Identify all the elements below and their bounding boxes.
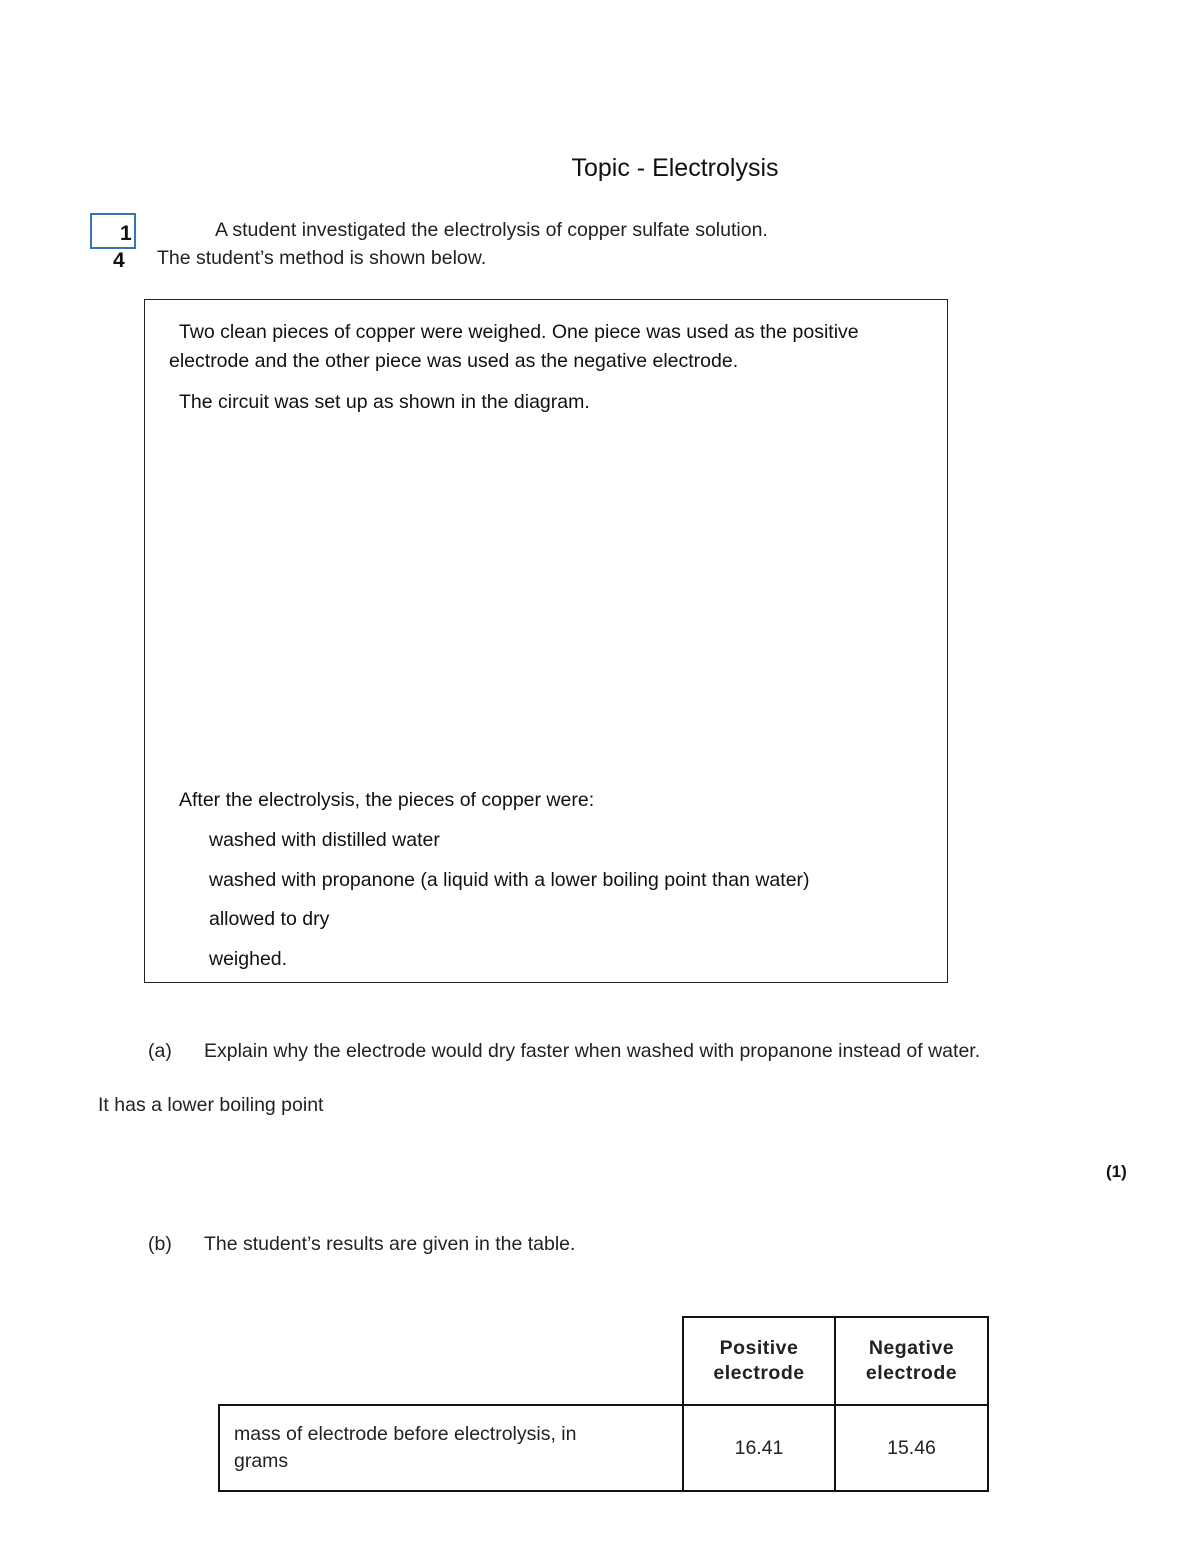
header-positive-line2: electrode: [713, 1362, 805, 1384]
method-line2: electrode and the other piece was used as the negative electrode.: [169, 350, 739, 372]
part-a-label: (a): [148, 1040, 172, 1062]
table-header-blank: [219, 1317, 683, 1405]
method-step: allowed to dry: [209, 908, 330, 930]
circuit-diagram-area: [165, 425, 925, 770]
part-a-answer[interactable]: It has a lower boiling point: [98, 1094, 324, 1116]
question-intro-line1: A student investigated the electrolysis of copper sulfate solution.: [215, 219, 768, 241]
results-table: [218, 1316, 989, 1492]
part-a-question: Explain why the electrode would dry faster when washed with propanone instead of water.: [204, 1040, 981, 1062]
part-b-label: (b): [148, 1233, 172, 1255]
part-b-question: The student’s results are given in the table.: [204, 1233, 576, 1255]
header-negative-line1: Negative: [868, 1337, 955, 1359]
method-step: washed with distilled water: [209, 829, 440, 851]
row-label-line2: grams: [234, 1450, 289, 1472]
table-header-row: [219, 1317, 988, 1405]
question-intro-line2: The student’s method is shown below.: [157, 247, 487, 269]
method-after-heading: After the electrolysis, the pieces of copper were:: [179, 789, 595, 811]
row-label-mass-before: [219, 1405, 683, 1491]
part-a-marks: (1): [1106, 1162, 1127, 1181]
header-positive-line1: Positive: [719, 1337, 799, 1359]
page-title: Topic - Electrolysis: [571, 154, 779, 182]
row-label-line1: mass of electrode before electrolysis, in: [234, 1423, 577, 1445]
question-number: 1: [120, 222, 132, 245]
method-line1: Two clean pieces of copper were weighed. One piece was used as the positive: [179, 321, 859, 343]
cell-negative-mass-before: 15.46: [835, 1405, 988, 1491]
question-number-sub: 4: [113, 249, 125, 272]
cell-positive-mass-before: 16.41: [683, 1405, 835, 1491]
header-negative-electrode: [835, 1317, 988, 1405]
method-line3: The circuit was set up as shown in the diagram.: [179, 391, 590, 413]
method-step: washed with propanone (a liquid with a lower boiling point than water): [209, 869, 810, 891]
method-step: weighed.: [209, 948, 288, 970]
table-row: [219, 1405, 988, 1491]
header-positive-electrode: [683, 1317, 835, 1405]
header-negative-line2: electrode: [865, 1362, 958, 1384]
